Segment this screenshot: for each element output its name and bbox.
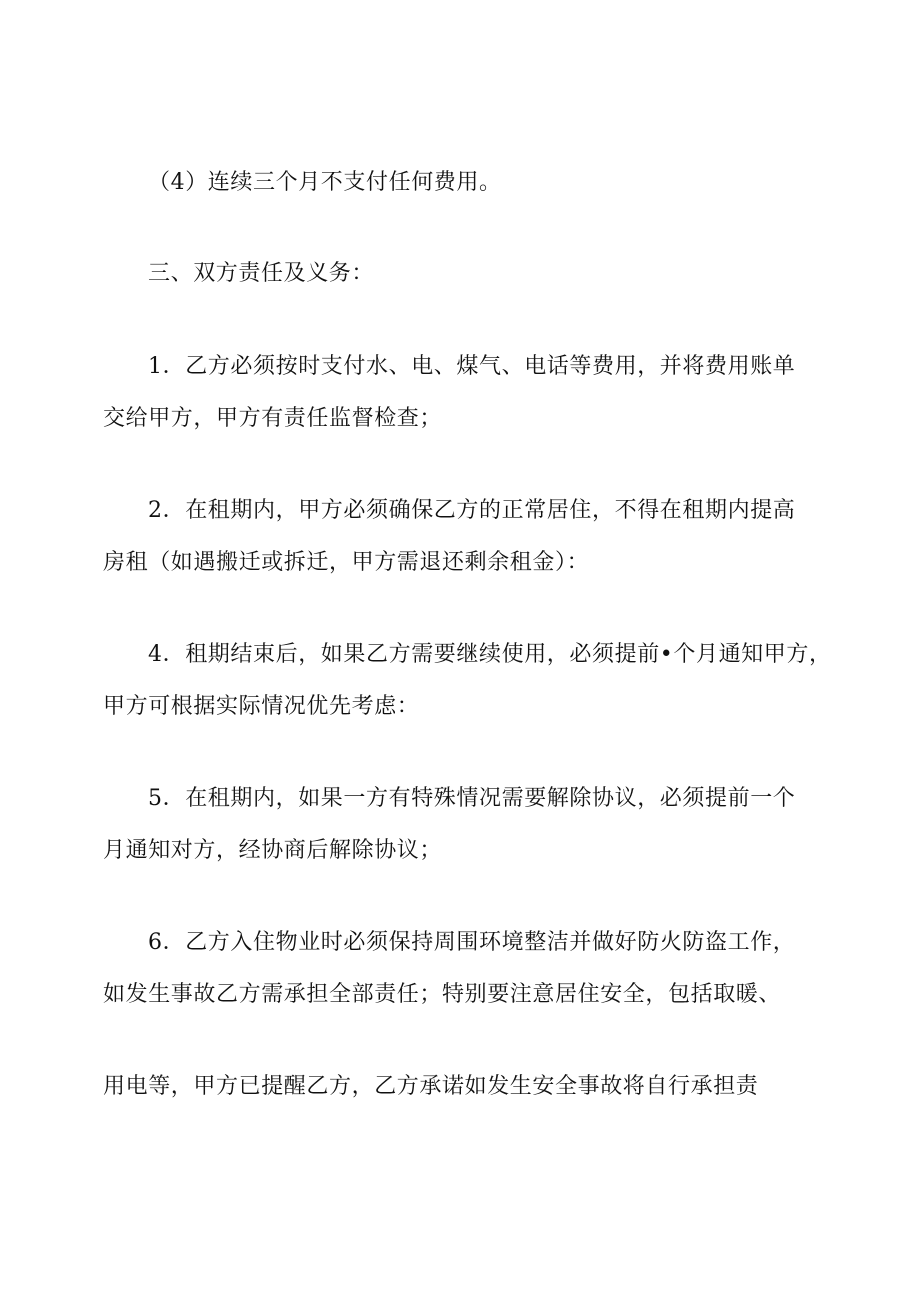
item-6-line-1: 6．乙方入住物业时必须保持周围环境整洁并做好防火防盗工作， bbox=[148, 930, 796, 955]
item-5-line-2: 月通知对方，经协商后解除协议； bbox=[103, 838, 443, 863]
item-4-line-2: 甲方可根据实际情况优先考虑： bbox=[103, 694, 420, 719]
item-6-line-3: 用电等，甲方已提醒乙方，乙方承诺如发生安全事故将自行承担责 bbox=[103, 1074, 759, 1099]
item-6-line-2: 如发生事故乙方需承担全部责任；特别要注意居住安全，包括取暖、 bbox=[103, 982, 782, 1007]
item-2-line-2: 房租（如遇搬迁或拆迁，甲方需退还剩余租金）： bbox=[103, 550, 590, 575]
item-1-line-2: 交给甲方，甲方有责任监督检查； bbox=[103, 406, 443, 431]
section-heading-responsibilities: 三、双方责任及义务： bbox=[148, 261, 375, 286]
item-4-line-1: 4．租期结束后，如果乙方需要继续使用，必须提前•个月通知甲方， bbox=[148, 642, 832, 667]
clause-4-unpaid-fees: （4）连续三个月不支付任何费用。 bbox=[148, 170, 502, 195]
item-1-line-1: 1．乙方必须按时支付水、电、煤气、电话等费用，并将费用账单 bbox=[148, 354, 796, 379]
item-2-line-1: 2．在租期内，甲方必须确保乙方的正常居住，不得在租期内提高 bbox=[148, 498, 796, 523]
item-5-line-1: 5．在租期内，如果一方有特殊情况需要解除协议，必须提前一个 bbox=[148, 786, 796, 811]
